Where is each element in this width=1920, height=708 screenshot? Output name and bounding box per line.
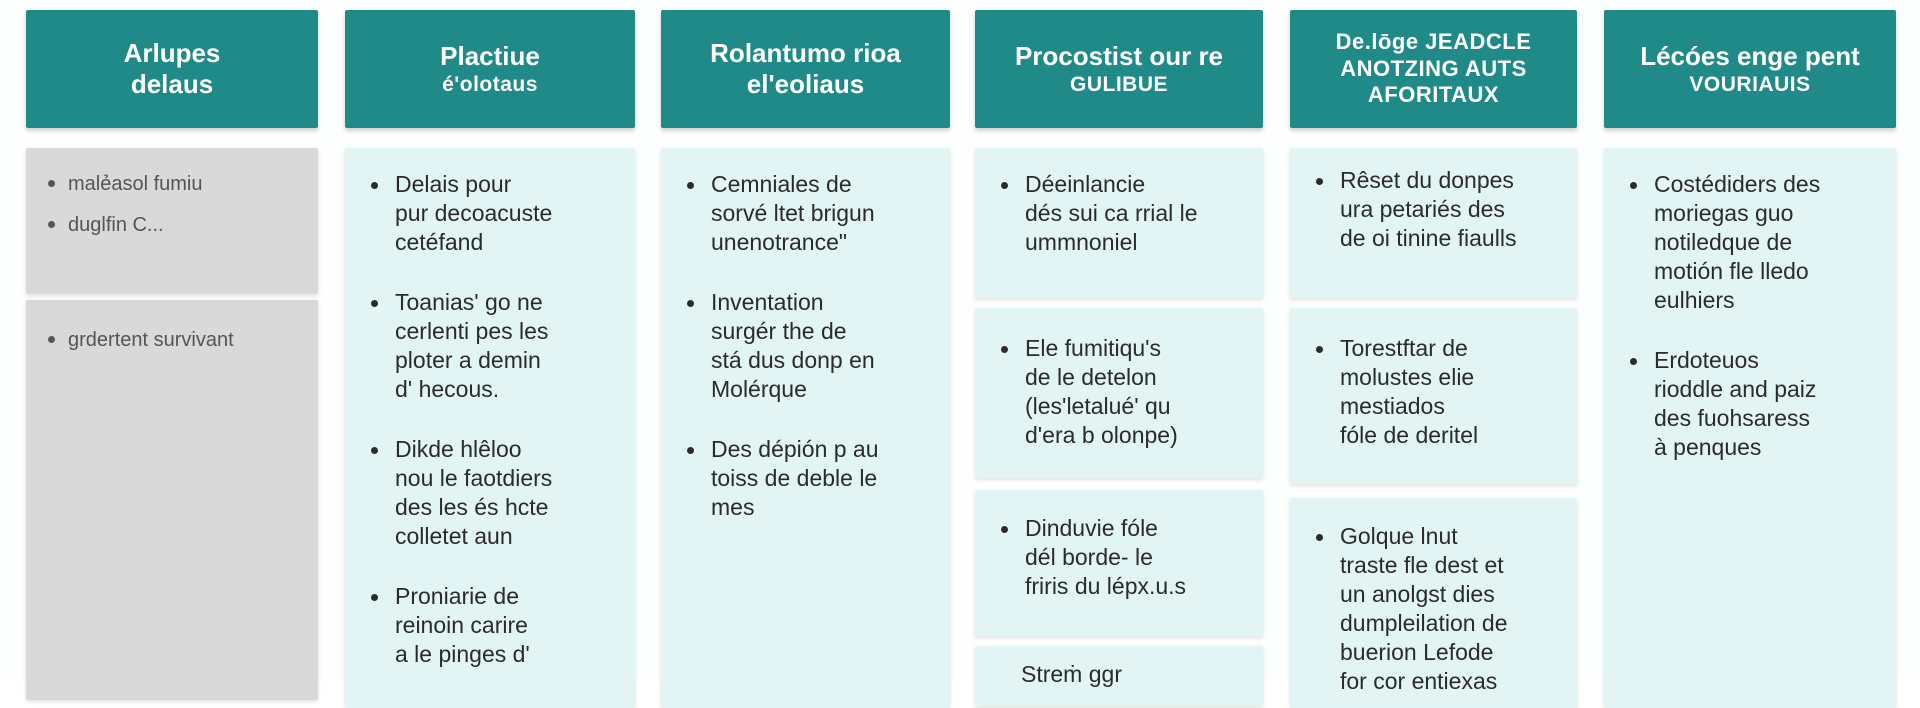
item-text: ura petariés des	[1340, 196, 1505, 222]
item-text: buerion Lefode	[1340, 639, 1494, 665]
column-header-line: GULIBUE	[1070, 73, 1168, 96]
column-card	[1604, 148, 1896, 708]
item-text: Toanias' go ne	[395, 289, 543, 315]
item-text: stá dus donp en	[711, 347, 875, 373]
item-text: Torestftar de	[1340, 335, 1468, 361]
item-text: des les és hcte	[395, 494, 549, 520]
item-text: Proniarie de	[395, 583, 520, 609]
item-text: surgér the de	[711, 318, 847, 344]
column-header-line: AFORITAUX	[1367, 82, 1500, 108]
item-text: ummnoniel	[1025, 229, 1138, 255]
item-text: malẻasol fumiu	[68, 173, 203, 195]
column-header-line: Procostist our re	[1014, 40, 1224, 71]
column-header	[26, 10, 318, 128]
bullet-icon	[371, 447, 378, 454]
bullet-icon	[371, 594, 378, 601]
item-text: sorvé ltet brigun	[711, 200, 875, 226]
column-header-line: ANOTZING AUTS	[1340, 55, 1527, 81]
bullet-icon	[1001, 526, 1008, 533]
column-header	[975, 10, 1263, 128]
item-text: Dikde hlêloo	[395, 436, 522, 462]
column-card	[661, 148, 950, 708]
column-card	[1290, 498, 1577, 708]
list-item	[995, 514, 1247, 601]
item-text: (les'letalué' qu	[1025, 393, 1171, 419]
item-text: toiss de deble le	[711, 465, 878, 491]
bullet-icon	[687, 447, 694, 454]
item-text: mestiados	[1340, 393, 1445, 419]
item-text: pur decoacuste	[395, 200, 553, 226]
column-header	[1290, 10, 1577, 128]
column-header	[1604, 10, 1896, 128]
item-text: dés sui ca rrial le	[1025, 200, 1198, 226]
item-text: Streṁ ggr	[1021, 661, 1122, 687]
column-card	[345, 148, 635, 708]
item-text: eulhiers	[1654, 287, 1735, 313]
item-text: des fuohsaress	[1654, 405, 1810, 431]
column-header-line: Plactiue	[440, 40, 540, 71]
column-card	[975, 148, 1263, 298]
item-text: de oi tinine fiaulls	[1340, 225, 1517, 251]
list-item	[365, 170, 619, 257]
list-item	[995, 334, 1247, 450]
item-text: traste fle dest et	[1340, 552, 1504, 578]
bullet-icon	[48, 336, 55, 343]
item-text: de le detelon	[1025, 364, 1157, 390]
column-card	[26, 300, 318, 700]
item-text: for cor entiexas	[1340, 668, 1498, 694]
item-text: mes	[711, 494, 755, 520]
column-header-line: De.lōge JEADCLE	[1335, 29, 1532, 55]
item-text: Ele fumitiqu's	[1025, 335, 1162, 361]
item-text: Cemniales de	[711, 171, 852, 197]
item-text: Dinduvie fóle	[1025, 515, 1158, 541]
item-text: Costédiders des	[1654, 171, 1821, 197]
column-card	[975, 490, 1263, 636]
bullet-icon	[1001, 346, 1008, 353]
list-item	[1624, 170, 1880, 315]
item-text: Rêset du donpes	[1340, 167, 1514, 193]
item-text: Inventation	[711, 289, 824, 315]
list-item	[1310, 334, 1561, 450]
list-item	[365, 435, 619, 551]
column-header	[661, 10, 950, 128]
bullet-icon	[48, 221, 55, 228]
item-text: d'era b olonpe)	[1025, 422, 1178, 448]
item-text: dumpleilation de	[1340, 610, 1508, 636]
item-text: nou le faotdiers	[395, 465, 553, 491]
bullet-icon	[1001, 182, 1008, 189]
list-item	[46, 170, 302, 199]
bullet-icon	[371, 300, 378, 307]
list-item	[681, 288, 934, 404]
bullet-icon	[48, 180, 55, 187]
bullet-icon	[1316, 346, 1323, 353]
list-item	[995, 660, 1247, 689]
list-item	[681, 435, 934, 522]
column-header-line: Rolantumo rioa	[710, 37, 901, 68]
list-item	[995, 170, 1247, 257]
list-item	[365, 288, 619, 404]
item-text: Erdoteuos	[1654, 347, 1759, 373]
item-text: moriegas guo	[1654, 200, 1794, 226]
item-text: dél borde- le	[1025, 544, 1153, 570]
item-text: ploter a demin	[395, 347, 541, 373]
column-header-line: el'eoliaus	[746, 69, 865, 99]
item-text: Delais pour	[395, 171, 512, 197]
list-item	[1310, 166, 1561, 253]
column-card	[1290, 308, 1577, 484]
bullet-icon	[371, 182, 378, 189]
column-card	[975, 308, 1263, 478]
item-text: cerlenti pes les	[395, 318, 549, 344]
column-header-line: VOURIAUIS	[1689, 73, 1811, 96]
item-text: à penques	[1654, 434, 1762, 460]
item-text: rioddle and paiz	[1654, 376, 1817, 402]
column-header-line: Lécóes enge pent	[1640, 40, 1860, 71]
column-header-line: é'olotaus	[442, 73, 538, 96]
bullet-icon	[1316, 534, 1323, 541]
item-text: unenotrance"	[711, 229, 848, 255]
list-item	[681, 170, 934, 257]
item-text: motión fle lledo	[1654, 258, 1809, 284]
item-text: molustes elie	[1340, 364, 1475, 390]
bullet-icon	[1316, 178, 1323, 185]
list-item	[1310, 522, 1561, 696]
column-card	[26, 148, 318, 294]
item-text: notiledque de	[1654, 229, 1793, 255]
list-item	[1624, 346, 1880, 462]
item-text: grdertent survivant	[68, 329, 234, 351]
item-text: d' hecous.	[395, 376, 500, 402]
bullet-icon	[1630, 358, 1637, 365]
list-item	[365, 582, 619, 669]
item-text: Déeinlancie	[1025, 171, 1146, 197]
bullet-icon	[687, 300, 694, 307]
column-header	[345, 10, 635, 128]
item-text: reinoin carire	[395, 612, 528, 638]
item-text: Golque lnut	[1340, 523, 1458, 549]
item-text: duglfin C...	[68, 214, 164, 236]
item-text: fóle de deritel	[1340, 422, 1479, 448]
column-card	[975, 646, 1263, 706]
column-header-line: Arlupes	[123, 37, 221, 68]
bullet-icon	[1630, 182, 1637, 189]
item-text: Des dépión p au	[711, 436, 879, 462]
item-text: colletet aun	[395, 523, 513, 549]
list-item	[46, 211, 302, 240]
item-text: Molérque	[711, 376, 807, 402]
item-text: un anolgst dies	[1340, 581, 1495, 607]
item-text: friris du lépx.u.s	[1025, 573, 1187, 599]
item-text: a le pinges d'	[395, 641, 530, 667]
item-text: cetéfand	[395, 229, 484, 255]
bullet-icon	[687, 182, 694, 189]
column-header-line: delaus	[130, 69, 214, 99]
column-card	[1290, 148, 1577, 298]
list-item	[46, 326, 302, 355]
